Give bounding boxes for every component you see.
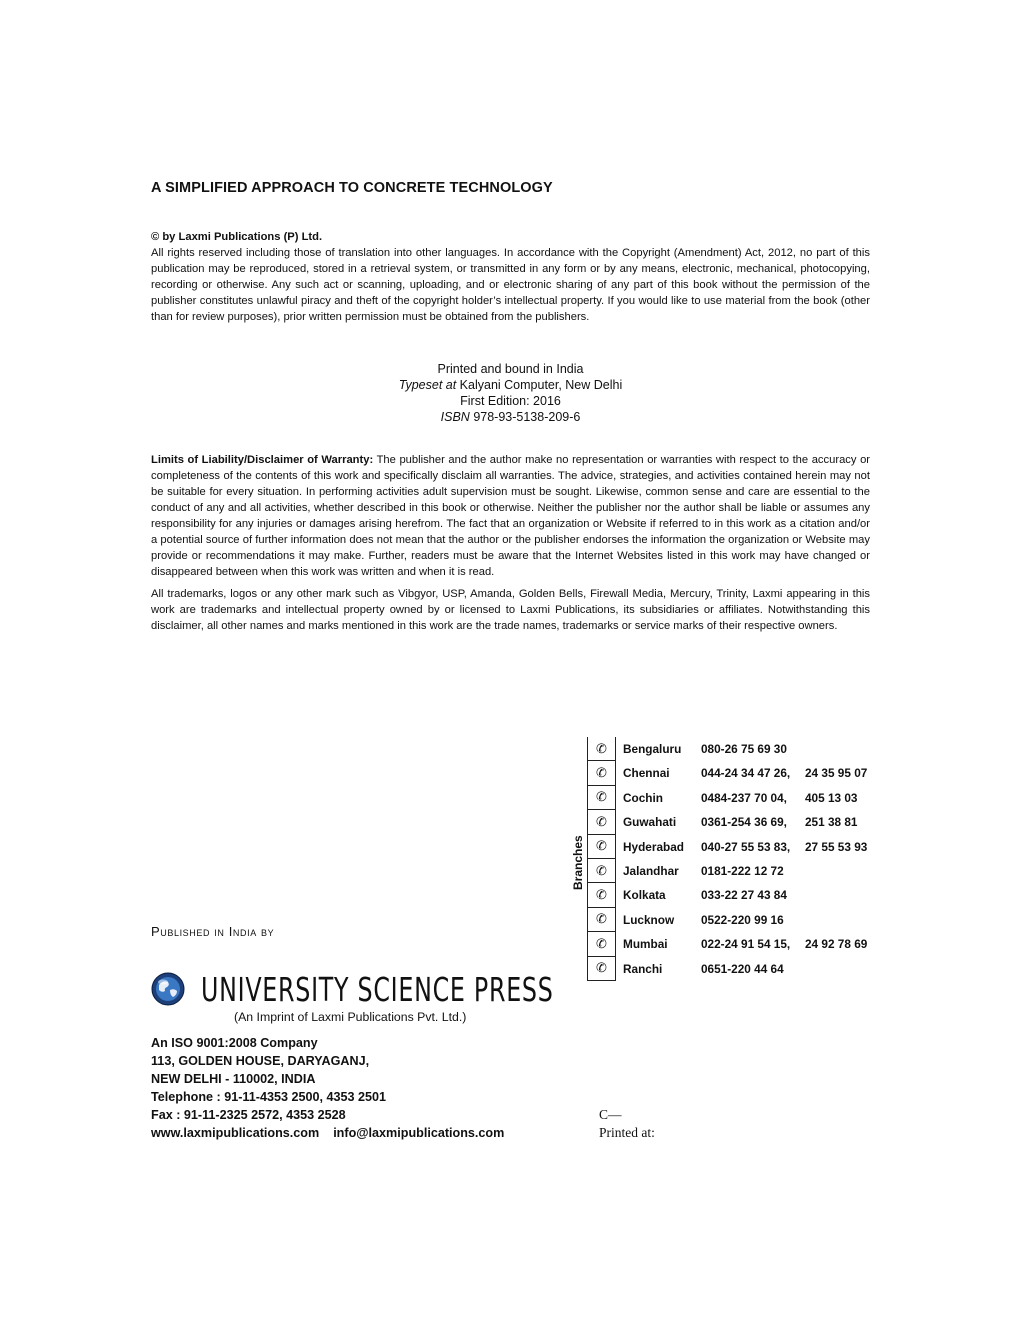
telephone-icon: ✆ (588, 957, 616, 981)
trademarks-paragraph: All trademarks, logos or any other mark such as Vibgyor, USP, Amanda, Golden Bells, Firewall Media, Mercury, Trinity, Laxmi appearing in this work are trademarks and intellectual property owned by or licensed to Laxmi Publications, its subsidiaries or affiliates. Notwithstanding this disclaimer, all other names and marks mentioned in this work are the trade names, trademarks or service marks of their respective owners. (151, 588, 870, 632)
copyright-line: © by Laxmi Publications (P) Ltd. (151, 231, 323, 243)
branch-row (588, 908, 888, 932)
disclaimer (151, 452, 870, 640)
printer-code: C— (599, 1107, 622, 1122)
branch-city: Lucknow (623, 912, 675, 927)
branch-row (588, 957, 888, 981)
disclaimer-lead: Limits of Liability/Disclaimer of Warranty: (151, 454, 374, 466)
fax-line: Fax : 91-11-2325 2572, 4353 2528 (151, 1108, 346, 1122)
website-link[interactable]: www.laxmipublications.com (151, 1126, 320, 1140)
address-line-2: NEW DELHI - 110002, INDIA (151, 1072, 316, 1086)
branch-phone-1: 044-24 34 47 26, (701, 766, 791, 781)
branch-row (588, 932, 888, 956)
telephone-icon: ✆ (588, 908, 616, 932)
printed-bound: Printed and bound in India (437, 362, 584, 376)
telephone-icon: ✆ (588, 859, 616, 883)
branch-phone-2: 24 92 78 69 (805, 937, 868, 952)
branch-phone-1: 0361-254 36 69, (701, 815, 787, 830)
printed-at-label: Printed at: (599, 1125, 655, 1140)
disclaimer-paragraph (151, 452, 870, 580)
branch-city: Chennai (623, 766, 670, 781)
edition: First Edition: 2016 (460, 394, 561, 408)
book-title: A SIMPLIFIED APPROACH TO CONCRETE TECHNOLOGY (151, 180, 553, 196)
branch-phone-2: 24 35 95 07 (805, 766, 868, 781)
branch-phone-1: 0484-237 70 04, (701, 790, 787, 805)
branch-city: Bengaluru (623, 742, 682, 756)
branch-phone-1: 0181-222 12 72 (701, 863, 784, 878)
branch-row (588, 761, 888, 785)
globe-icon (151, 972, 185, 1006)
branch-city: Guwahati (623, 815, 677, 830)
branch-phone-2: 27 55 53 93 (805, 839, 868, 854)
publisher-logo (151, 970, 554, 1030)
branch-phone-2: 405 13 03 (805, 790, 858, 805)
branches-table (587, 737, 888, 981)
publisher-address (151, 1034, 504, 1142)
branch-city: Cochin (623, 790, 663, 805)
publisher-imprint: (An Imprint of Laxmi Publications Pvt. Ltd.) (234, 1010, 467, 1024)
telephone-icon: ✆ (588, 786, 616, 810)
telephone-line: Telephone : 91-11-4353 2500, 4353 2501 (151, 1090, 387, 1104)
disclaimer-text: The publisher and the author make no representation or warranties with respect to the accuracy or completeness of the contents of this work and specifically disclaim all warranties. The advice, strategies, and activities contained herein may not be suitable for every situation. In performing activities adult supervision must be sought. Likewise, common sense and care are essential to the conduct of any and all activities, whether described in this book or otherwise. Neither the publisher nor the author shall be liable or assumes any responsibility for any injuries or damages arising herefrom. The fact that an organization or Website if referred to in this work as a citation and/or a potential source of further information does not mean that the author or the publisher endorses the information the organization or Website may provide or recommendations it may make. Further, readers must be aware that the Internet Websites listed in this work may have changed or disappeared between when this work was written and when it is read. (151, 454, 871, 578)
branch-row (588, 835, 888, 859)
print-info (151, 361, 870, 425)
web-line (151, 1124, 504, 1142)
telephone-icon: ✆ (588, 883, 616, 907)
address-line-1: 113, GOLDEN HOUSE, DARYAGANJ, (151, 1054, 370, 1068)
email-link[interactable]: info@laxmipublications.com (333, 1126, 505, 1140)
branch-phone-1: 0651-220 44 64 (701, 961, 784, 976)
iso-line: An ISO 9001:2008 Company (151, 1036, 318, 1050)
branch-phone-1: 080-26 75 69 30 (701, 742, 787, 756)
branch-city: Jalandhar (623, 863, 679, 878)
publisher-name: UNIVERSITY SCIENCE PRESS (201, 970, 554, 1009)
typeset-label: Typeset at (398, 378, 457, 392)
telephone-icon: ✆ (588, 761, 616, 785)
printed-at (599, 1106, 655, 1142)
branch-row (588, 859, 888, 883)
branch-phone-1: 0522-220 99 16 (701, 912, 784, 927)
branch-row (588, 810, 888, 834)
branch-phone-2: 251 38 81 (805, 815, 858, 830)
branch-phone-1: 022-24 91 54 15, (701, 937, 791, 952)
telephone-icon: ✆ (588, 737, 616, 761)
branch-row (588, 786, 888, 810)
copyright-notice (151, 229, 870, 325)
typeset-value: Kalyani Computer, New Delhi (459, 378, 623, 392)
isbn-line (151, 409, 870, 425)
branches-label: Branches (571, 835, 585, 890)
branch-city: Mumbai (623, 937, 668, 952)
telephone-icon: ✆ (588, 810, 616, 834)
branch-phone-1: 033-22 27 43 84 (701, 888, 787, 903)
branch-city: Ranchi (623, 961, 663, 976)
branch-city: Hyderabad (623, 839, 684, 854)
isbn-value: 978-93-5138-209-6 (473, 410, 581, 424)
telephone-icon: ✆ (588, 835, 616, 859)
branch-phone-1: 040-27 55 53 83, (701, 839, 791, 854)
copyright-text: All rights reserved including those of translation into other languages. In accordance with the Copyright (Amendment) Act, 2012, no part of this publication may be reproduced, stored in a retrieval system, or transmitted in any form or by any means, electronic, mechanical, photocopying, recording or otherwise. Any such act or scanning, uploading, and or electronic sharing of any part of this book without the permission of the publisher constitutes unlawful piracy and theft of the copyright holder’s intellectual property. If you would like to use material from the book (other than for review purposes), prior written permission must be obtained from the publishers. (151, 247, 870, 323)
telephone-icon: ✆ (588, 932, 616, 956)
published-by: Published in India by (151, 924, 275, 939)
branch-city: Kolkata (623, 888, 666, 903)
typeset-line (151, 377, 870, 393)
branch-row (588, 883, 888, 907)
isbn-label: ISBN (440, 410, 470, 424)
branch-row (588, 737, 888, 761)
